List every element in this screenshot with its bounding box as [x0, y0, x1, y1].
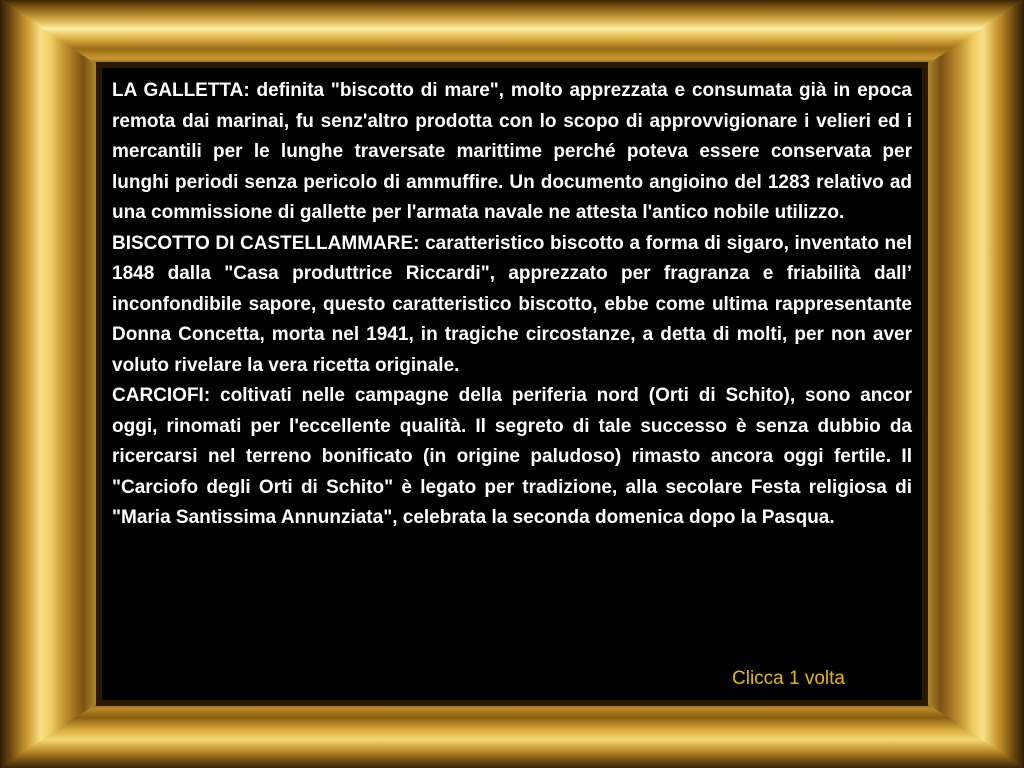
- text-panel: [102, 68, 922, 700]
- picture-frame-right: [922, 0, 1024, 768]
- paragraph-galletta: LA GALLETTA: definita "biscotto di mare", molto apprezzata e consumata già in epoca remota dai marinai, fu senz'altro prodotta con lo scopo di approvvigionare i velieri ed i mercantili per le lunghe traversate marittime perché poteva essere conservata per lunghi periodi senza pericolo di ammuffire. Un documento angioino del 1283 relativo ad una commissione di gallette per l'armata navale ne attesta l'antico nobile utilizzo.: [112, 80, 912, 223]
- picture-frame-top: [0, 0, 1024, 68]
- paragraph-biscotto-castellammare: BISCOTTO DI CASTELLAMMARE: caratteristico biscotto a forma di sigaro, inventato nel 1848 dalla "Casa produttrice Riccardi", apprezzato per fragranza e friabilità dall’ inconfondibile sapore, questo caratteristico biscotto, ebbe come ultima rappresentante Donna Concetta, morta nel 1941, in tragiche circostanze, a detta di molti, per non aver voluto rivelare la vera ricetta originale.: [112, 232, 912, 376]
- picture-frame-left: [0, 0, 102, 768]
- paragraph-carciofi: CARCIOFI: coltivati nelle campagne della periferia nord (Orti di Schito), sono ancor oggi, rinomati per l'eccellente qualità. Il segreto di tale successo è senza dubbio da ricercarsi nel terreno bonificato (in origine paludoso) rimasto ancora oggi fertile. Il "Carciofo degli Orti di Schito" è legato per tradizione, alla secolare Festa religiosa di "Maria Santissima Annunziata", celebrata la seconda domenica dopo la Pasqua.: [112, 385, 912, 528]
- text-body: [112, 76, 912, 534]
- picture-frame-bottom: [0, 700, 1024, 768]
- click-prompt-link[interactable]: Clicca 1 volta: [732, 668, 845, 689]
